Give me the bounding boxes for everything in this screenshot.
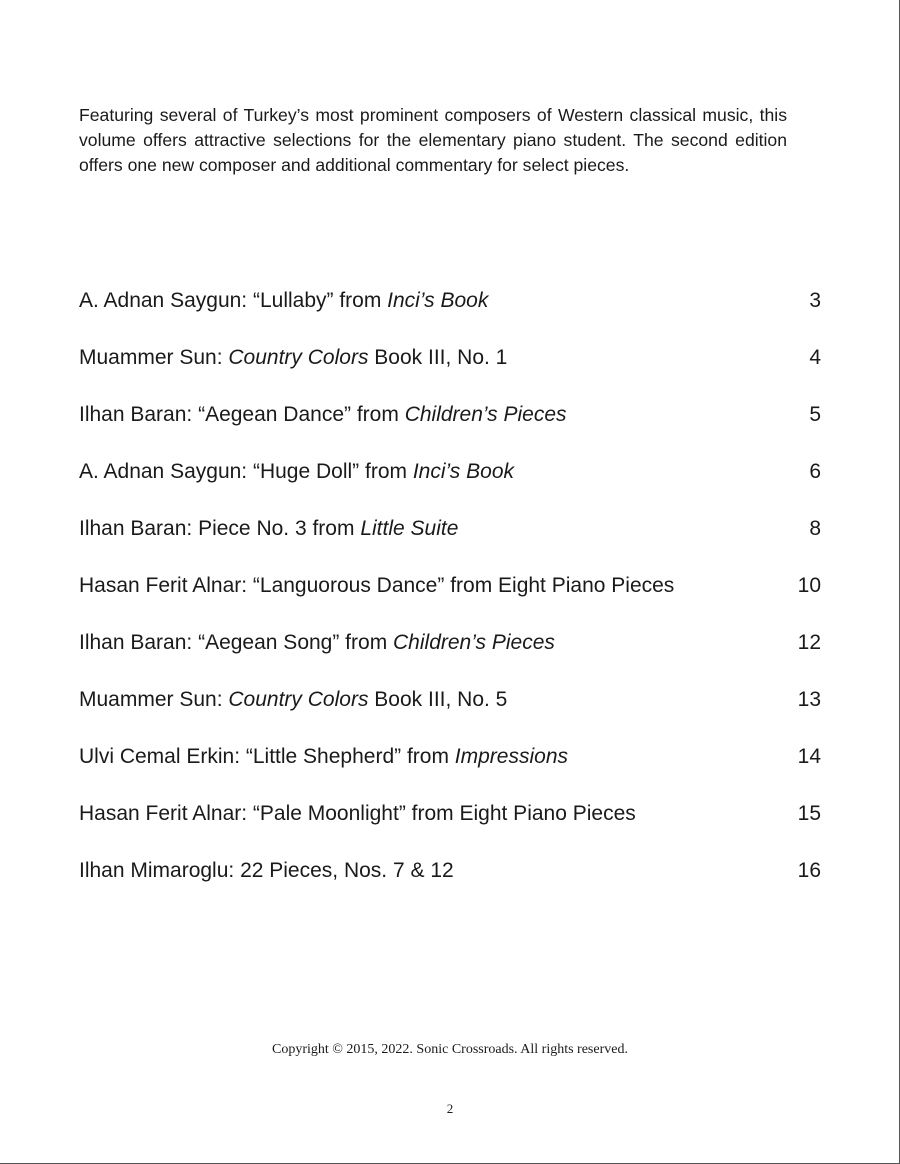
- toc-entry-title: [79, 343, 821, 373]
- toc-entry-title: [79, 799, 821, 829]
- toc-entry-title: [79, 685, 821, 715]
- toc-page-number: 13: [797, 688, 821, 711]
- toc-page-number: 6: [809, 460, 821, 483]
- toc-entry: [79, 286, 821, 343]
- toc-entry: [79, 742, 821, 799]
- toc-title-italic-segment: Little Suite: [360, 517, 459, 540]
- toc-entry-title: [79, 400, 821, 430]
- toc-entry-title: [79, 457, 821, 487]
- toc-title-segment: A. Adnan Saygun: “Huge Doll” from: [79, 460, 413, 483]
- toc-entry: [79, 628, 821, 685]
- toc-title-italic-segment: Country Colors: [228, 346, 369, 369]
- toc-page-number: 15: [797, 802, 821, 825]
- toc-entry-title: [79, 856, 821, 886]
- toc-title-segment: Hasan Ferit Alnar: “Pale Moonlight” from Eight Piano Pieces: [79, 802, 636, 825]
- toc-page-number: 16: [797, 859, 821, 882]
- toc-entry-title: [79, 628, 821, 658]
- toc-entry-title: [79, 571, 821, 601]
- table-of-contents: [79, 286, 821, 913]
- toc-title-italic-segment: Inci’s Book: [412, 460, 515, 483]
- toc-page-number: 3: [809, 289, 821, 312]
- toc-title-segment: A. Adnan Saygun: “Lullaby” from: [79, 289, 388, 312]
- toc-page-number: 5: [809, 403, 821, 426]
- toc-title-segment: Muammer Sun:: [79, 346, 229, 369]
- toc-title-segment: Book III, No. 5: [368, 688, 508, 711]
- toc-title-segment: Ilhan Baran: “Aegean Dance” from: [79, 403, 405, 426]
- toc-title-italic-segment: Impressions: [454, 745, 568, 768]
- toc-entry: [79, 799, 821, 856]
- toc-title-italic-segment: Children’s Pieces: [393, 631, 555, 654]
- toc-title-segment: Ilhan Mimaroglu: 22 Pieces, Nos. 7 & 12: [79, 859, 454, 882]
- toc-page-number: 12: [797, 631, 821, 654]
- toc-page-number: 8: [809, 517, 821, 540]
- toc-title-segment: Hasan Ferit Alnar: “Languorous Dance” from Eight Piano Pieces: [79, 574, 675, 597]
- toc-entry: [79, 457, 821, 514]
- toc-title-segment: Ulvi Cemal Erkin: “Little Shepherd” from: [79, 745, 455, 768]
- toc-title-italic-segment: Children’s Pieces: [404, 403, 567, 426]
- toc-entry: [79, 856, 821, 913]
- toc-entry-title: [79, 742, 821, 772]
- toc-entry: [79, 571, 821, 628]
- toc-title-italic-segment: Country Colors: [228, 688, 369, 711]
- toc-page-number: 14: [797, 745, 821, 768]
- toc-entry: [79, 400, 821, 457]
- toc-title-italic-segment: Inci’s Book: [387, 289, 489, 312]
- toc-title-segment: Muammer Sun:: [79, 688, 229, 711]
- toc-title-segment: Ilhan Baran: Piece No. 3 from: [79, 517, 361, 540]
- toc-entry-title: [79, 514, 821, 544]
- toc-entry: [79, 514, 821, 571]
- intro-paragraph: Featuring several of Turkey’s most prominent composers of Western classical music, this volume offers attractive selections for the elementary piano student. The second edition offers one new composer and additional commentary for select pieces.: [79, 105, 787, 175]
- page-number: 2: [446, 1101, 454, 1116]
- copyright-notice: Copyright © 2015, 2022. Sonic Crossroads. All rights reserved.: [272, 1042, 628, 1057]
- toc-entry: [79, 685, 821, 742]
- toc-title-segment: Book III, No. 1: [368, 346, 508, 369]
- toc-page-number: 4: [809, 346, 821, 369]
- toc-title-segment: Ilhan Baran: “Aegean Song” from: [79, 631, 394, 654]
- toc-entry: [79, 343, 821, 400]
- toc-page-number: 10: [797, 574, 821, 597]
- toc-entry-title: [79, 286, 821, 316]
